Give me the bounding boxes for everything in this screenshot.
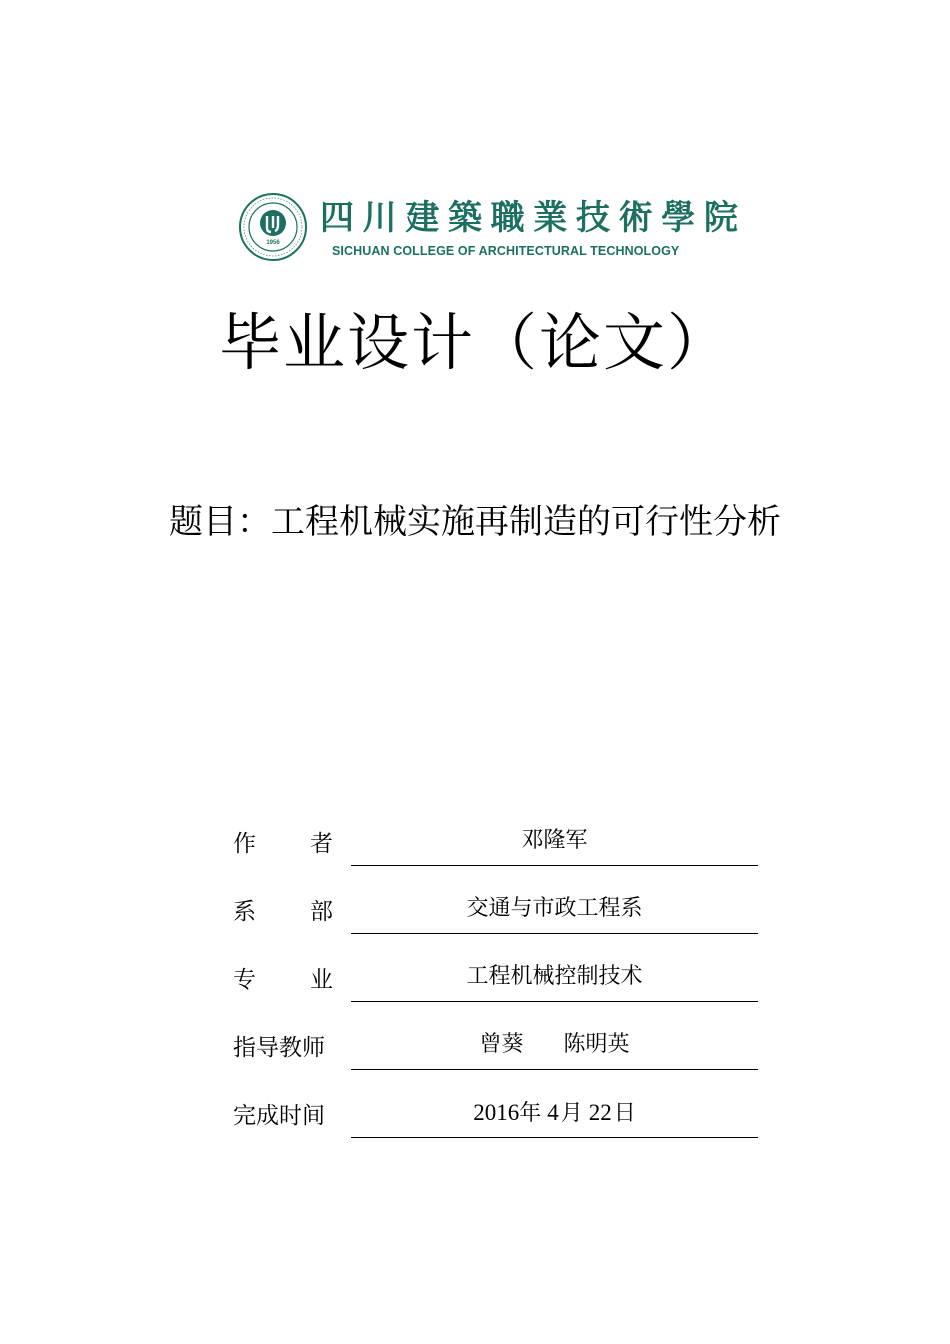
date-row (233, 1089, 758, 1157)
completion-date: 2016年 4月 22日 (351, 1089, 758, 1138)
thesis-title: 题目：工程机械实施再制造的可行性分析 (169, 502, 781, 542)
document-type-title: 毕业设计（论文） (218, 306, 731, 379)
advisor-label: 指导教师 (233, 1035, 325, 1061)
svg-text:1956: 1956 (266, 240, 280, 246)
school-name-char: 職 (490, 197, 525, 238)
school-name-char: 建 (405, 197, 440, 238)
school-seal-icon (238, 192, 308, 262)
major-label: 专 业 (233, 967, 333, 993)
school-name-en: SICHUAN COLLEGE OF ARCHITECTURAL TECHNOLOGY (332, 244, 680, 258)
advisor-name: 陈明英 (563, 1032, 630, 1057)
advisor-name: 曾葵 (479, 1032, 524, 1057)
school-name-char: 業 (533, 197, 568, 238)
advisor-value (351, 1021, 758, 1070)
school-name-char: 川 (362, 197, 397, 238)
department-label: 系 部 (233, 899, 333, 925)
department-row (233, 885, 758, 953)
school-name-cn (320, 192, 738, 236)
school-logo (238, 192, 738, 264)
school-name-char: 術 (618, 197, 653, 238)
author-label: 作 者 (233, 831, 333, 857)
advisor-row (233, 1021, 758, 1089)
school-name-char: 築 (447, 197, 482, 238)
author-row (233, 817, 758, 885)
major-value: 工程机械控制技术 (351, 953, 758, 1002)
school-name-char: 學 (661, 197, 696, 238)
department-value: 交通与市政工程系 (351, 885, 758, 934)
major-row (233, 953, 758, 1021)
school-name-char: 技 (575, 197, 610, 238)
author-value: 邓隆军 (351, 817, 758, 866)
date-label: 完成时间 (233, 1103, 325, 1129)
school-name-char: 院 (703, 197, 738, 238)
cover-info-table (233, 817, 758, 1157)
school-name-char: 四 (320, 197, 354, 238)
